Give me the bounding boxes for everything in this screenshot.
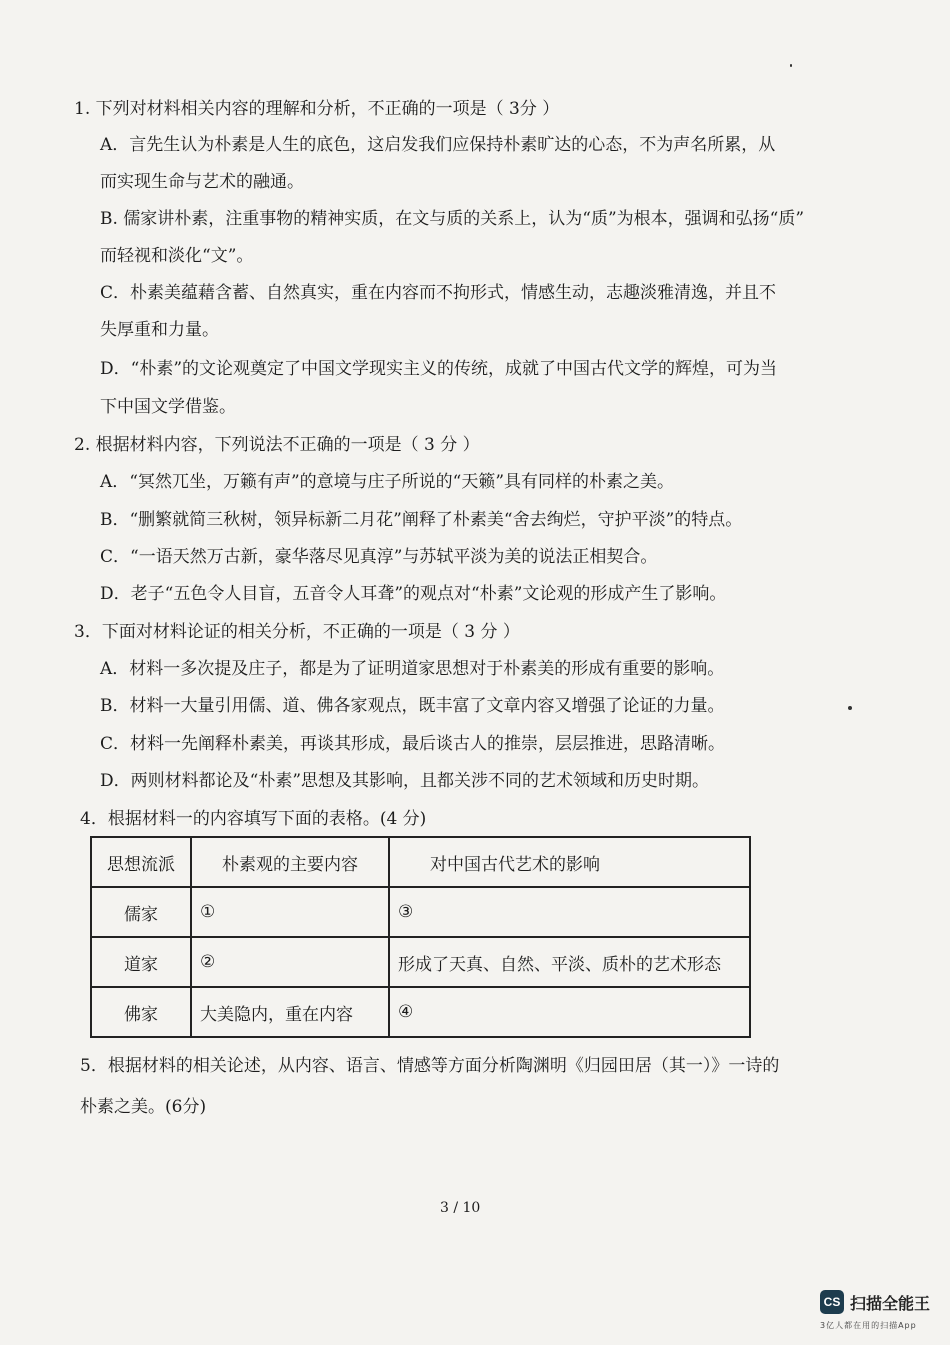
scanner-app-name: 扫描全能王 [850, 1293, 931, 1313]
table-cell: 道家 [91, 937, 191, 987]
answer-table [90, 836, 751, 1038]
table-row [91, 937, 750, 987]
question-1-option-d: D．“朴素”的文论观奠定了中国文学现实主义的传统，成就了中国古代文学的辉煌，可为当 [100, 359, 778, 379]
question-3-option-c: C．材料一先阐释朴素美，再谈其形成，最后谈古人的推崇，层层推进，思路清晰。 [100, 734, 726, 754]
question-2-option-a: A．“冥然兀坐，万籁有声”的意境与庄子所说的“天籁”具有同样的朴素之美。 [100, 472, 675, 492]
question-1-option-d-cont: 下中国文学借鉴。 [100, 397, 236, 417]
question-2-stem: 2. 根据材料内容，下列说法不正确的一项是（ 3 分 ） [74, 435, 480, 455]
question-3-option-b: B．材料一大量引用儒、道、佛各家观点，既丰富了文章内容又增强了论证的力量。 [100, 696, 725, 716]
question-1-stem: 1. 下列对材料相关内容的理解和分析，不正确的一项是（ 3分 ） [74, 99, 560, 119]
table-header-influence: 对中国古代艺术的影响 [389, 837, 750, 887]
question-2-option-c: C．“一语天然万古新，豪华落尽见真淳”与苏轼平淡为美的说法正相契合。 [100, 547, 658, 567]
question-4-stem: 4．根据材料一的内容填写下面的表格。(4 分) [80, 809, 427, 829]
table-cell: ④ [389, 987, 750, 1037]
question-2-option-b: B．“删繁就简三秋树，领异标新二月花”阐释了朴素美“舍去绚烂，守护平淡”的特点。 [100, 510, 743, 530]
table-row [91, 887, 750, 937]
table-header-content: 朴素观的主要内容 [191, 837, 389, 887]
question-5-stem-cont: 朴素之美。(6分) [80, 1097, 207, 1117]
question-3-option-d: D．两则材料都论及“朴素”思想及其影响，且都关涉不同的艺术领域和历史时期。 [100, 771, 710, 791]
scanner-logo-icon: CS [820, 1290, 844, 1314]
question-5-stem: 5．根据材料的相关论述，从内容、语言、情感等方面分析陶渊明《归园田居（其一）》一诗的 [80, 1056, 780, 1076]
table-cell: 佛家 [91, 987, 191, 1037]
question-1-option-c-cont: 失厚重和力量。 [100, 320, 219, 340]
scan-speck [790, 64, 792, 67]
scanner-watermark [820, 1290, 930, 1314]
question-3-stem: 3．下面对材料论证的相关分析，不正确的一项是（ 3 分 ） [74, 622, 520, 642]
scanner-tagline: 3亿人都在用的扫描App [820, 1321, 917, 1330]
question-2-option-d: D．老子“五色令人目盲，五音令人耳聋”的观点对“朴素”文论观的形成产生了影响。 [100, 584, 727, 604]
table-row [91, 987, 750, 1037]
table-cell: ③ [389, 887, 750, 937]
table-header-row [91, 837, 750, 887]
page-number: 3 / 10 [440, 1200, 481, 1216]
question-1-option-c: C．朴素美蕴藉含蓄、自然真实，重在内容而不拘形式，情感生动，志趣淡雅清逸，并且不 [100, 283, 777, 303]
question-1-option-b: B. 儒家讲朴素，注重事物的精神实质，在文与质的关系上，认为“质”为根本，强调和弘扬“质” [100, 209, 805, 229]
question-1-option-a-cont: 而实现生命与艺术的融通。 [100, 172, 304, 192]
table-cell: ① [191, 887, 389, 937]
question-3-option-a: A．材料一多次提及庄子，都是为了证明道家思想对于朴素美的形成有重要的影响。 [100, 659, 725, 679]
table-header-school: 思想流派 [91, 837, 191, 887]
scan-speck [848, 706, 852, 710]
table-cell: ② [191, 937, 389, 987]
table-cell: 儒家 [91, 887, 191, 937]
question-1-option-a: A．言先生认为朴素是人生的底色，这启发我们应保持朴素旷达的心态，不为声名所累，从 [100, 135, 776, 155]
table-cell: 大美隐内，重在内容 [191, 987, 389, 1037]
table-cell: 形成了天真、自然、平淡、质朴的艺术形态 [389, 937, 750, 987]
question-1-option-b-cont: 而轻视和淡化“文”。 [100, 246, 254, 266]
